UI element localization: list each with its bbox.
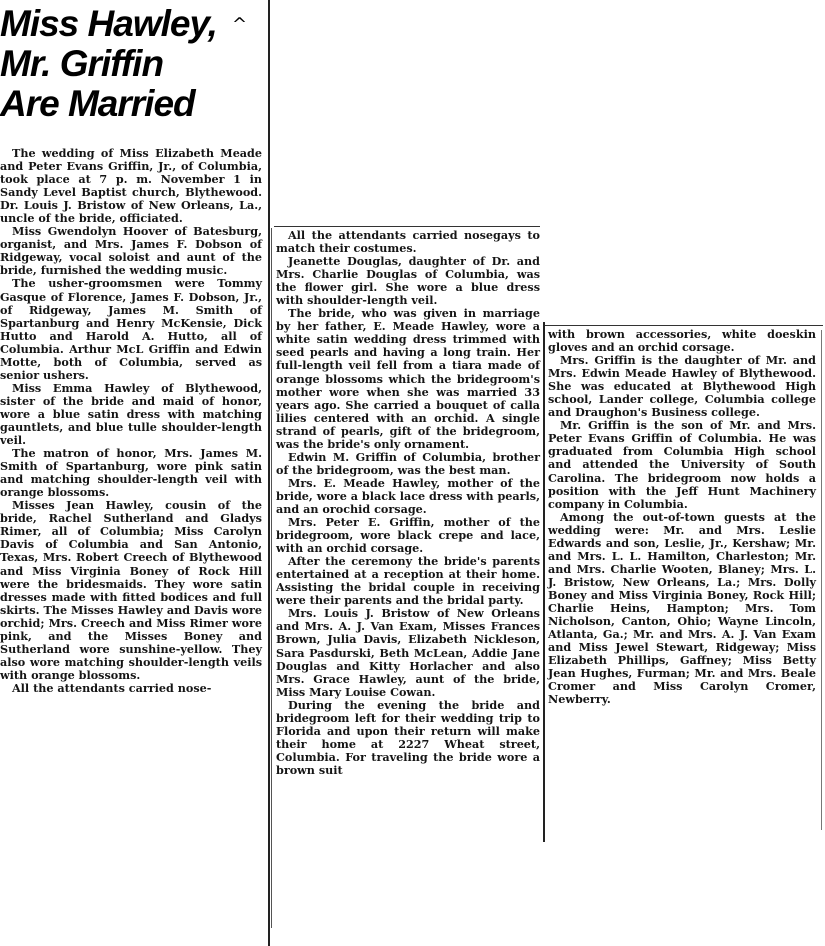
article-column-1 — [0, 147, 262, 695]
paragraph: After the ceremony the bride's parents entertained at a reception at their home. Assisting the bridal couple in receiving were their parents and the bridal party. — [276, 554, 540, 608]
paragraph: Jeanette Douglas, daughter of Dr. and Mrs. Charlie Douglas of Columbia, was the flower girl. She wore a blue dress with shoulder-length veil. — [276, 254, 540, 308]
paragraph: Edwin M. Griffin of Columbia, brother of the bridegroom, was the best man. — [276, 449, 540, 477]
paragraph: Mr. Griffin is the son of Mr. and Mrs. Peter Evans Griffin of Columbia. He was graduated from Columbia High school and attended the University of South Carolina. The bridegroom now holds a position with the Jeff Hunt Machinery company in Columbia. — [548, 418, 816, 511]
paragraph: All the attendants carried nose- — [12, 680, 212, 695]
paragraph: Misses Jean Hawley, cousin of the bride, Rachel Sutherland and Gladys Rimer, all of Columbia; Miss Carolyn Davis of Columbia and San Antonio, Texas, Mrs. Robert Creech of Blythewood and Miss Virginia Boney of Rock Hill were the bridesmaids. They wore satin dresses made with fitted bodices and full skirts. The Misses Hawley and Davis wore orchid; Mrs. Creech and Miss Rimer wore pink, and the Misses Boney and Sutherland wore sunshine-yellow. They also wore matching shoulder-length veils with orange blossoms. — [0, 498, 262, 682]
paragraph: Miss Emma Hawley of Blythewood, sister of the bride and maid of honor, wore a blue satin dress with matching gauntlets, and blue tulle shoulder-length veil. — [0, 380, 262, 448]
headline-line-2: Mr. Griffin — [0, 43, 164, 84]
paragraph: All the attendants carried nosegays to match their costumes. — [276, 228, 540, 256]
paragraph: The bride, who was given in marriage by her father, E. Meade Hawley, wore a white satin wedding dress trimmed with seed pearls and having a long train. Her full-length veil fell from a tiara made of orange blossoms which the bridegroom's mother wore when she was married 33 years ago. She carried a bouquet of calla lilies centered with an orchid. A single strand of pearls, gift of the bridegroom, was the bride's only ornament. — [276, 306, 540, 451]
column-top-rule — [274, 226, 540, 227]
paragraph: Mrs. E. Meade Hawley, mother of the bride, wore a black lace dress with pearls, and an orochid corsage. — [276, 475, 540, 516]
paragraph: The usher-groomsmen were Tommy Gasque of Florence, James F. Dobson, Jr., of Ridgeway, James M. Smith of Spartanburg and Henry McKensie, Dick Hutto and Harold A. Hutto, all of Columbia. Arthur McL Griffin and Edwin Motte, both of Columbia, served as senior ushers. — [0, 276, 262, 382]
paragraph: The wedding of Miss Elizabeth Meade and Peter Evans Griffin, Jr., of Columbia, took place at 7 p. m. November 1 in Sandy Level Baptist church, Blythewood. Dr. Louis J. Bristow of New Orleans, La., uncle of the bride, officiated. — [0, 146, 262, 226]
paragraph: During the evening the bride and bridegroom left for their wedding trip to Florida and upon their return will make their home at 2227 Wheat street, Columbia. For traveling the bride wore a brown suit — [276, 697, 540, 777]
caret-mark: ^ — [232, 14, 248, 35]
column-rule — [268, 0, 270, 946]
paragraph: The matron of honor, Mrs. James M. Smith of Spartanburg, wore pink satin and matching shoulder-length veil with orange blossoms. — [0, 446, 262, 500]
paragraph: Mrs. Griffin is the daughter of Mr. and Mrs. Edwin Meade Hawley of Blythewood. She was educated at Blythewood High school, Lander college, Columbia college and Draughon's Business college. — [548, 353, 816, 420]
article-column-3 — [548, 328, 816, 706]
headline-line-3: Are Married — [0, 83, 195, 124]
article-column-2 — [276, 229, 540, 777]
paragraph: Among the out-of-town guests at the wedding were: Mr. and Mrs. Leslie Edwards and son, Leslie, Jr., Kershaw; Mr. and Mrs. L. L. Hamilton, Charleston; Mr. and Mrs. Charlie Wooten, Blaney; Mrs. L. J. Bristow, New Orleans, La.; Mrs. Dolly Boney and Miss Virginia Boney, Rock Hill; Charlie Heins, Hampton; Mrs. Tom Nicholson, Canton, Ohio; Wayne Lincoln, Atlanta, Ga.; Mr. and Mrs. A. J. Van Exam and Miss Jewel Stewart, Ridgeway; Miss Elizabeth Phillips, Gaffney; Miss Betty Jean Hughes, Furman; Mr. and Mrs. Beale Cromer and Miss Carolyn Cromer, Newberry. — [548, 509, 816, 707]
headline — [0, 4, 266, 124]
column-rule — [271, 228, 272, 928]
column-top-rule — [545, 325, 823, 326]
paragraph: with brown accessories, white doeskin gloves and an orchid corsage. — [548, 327, 816, 355]
headline-line-1: Miss Hawley, — [0, 3, 217, 44]
paragraph: Mrs. Louis J. Bristow of New Orleans and Mrs. A. J. Van Exam, Misses Frances Brown, Julia Davis, Elizabeth Nickleson, Sara Pasdurski, Beth McLean, Addie Jane Douglas and Kitty Horlacher and also Mrs. Grace Hawley, aunt of the bride, Miss Mary Louise Cowan. — [276, 606, 540, 699]
column-rule — [821, 330, 822, 830]
paragraph: Mrs. Peter E. Griffin, mother of the bridegroom, wore black crepe and lace, with an orchid corsage. — [276, 515, 540, 556]
paragraph: Miss Gwendolyn Hoover of Batesburg, organist, and Mrs. James F. Dobson of Ridgeway, vocal soloist and aunt of the bride, furnished the wedding music. — [0, 224, 262, 278]
column-rule — [543, 322, 545, 842]
